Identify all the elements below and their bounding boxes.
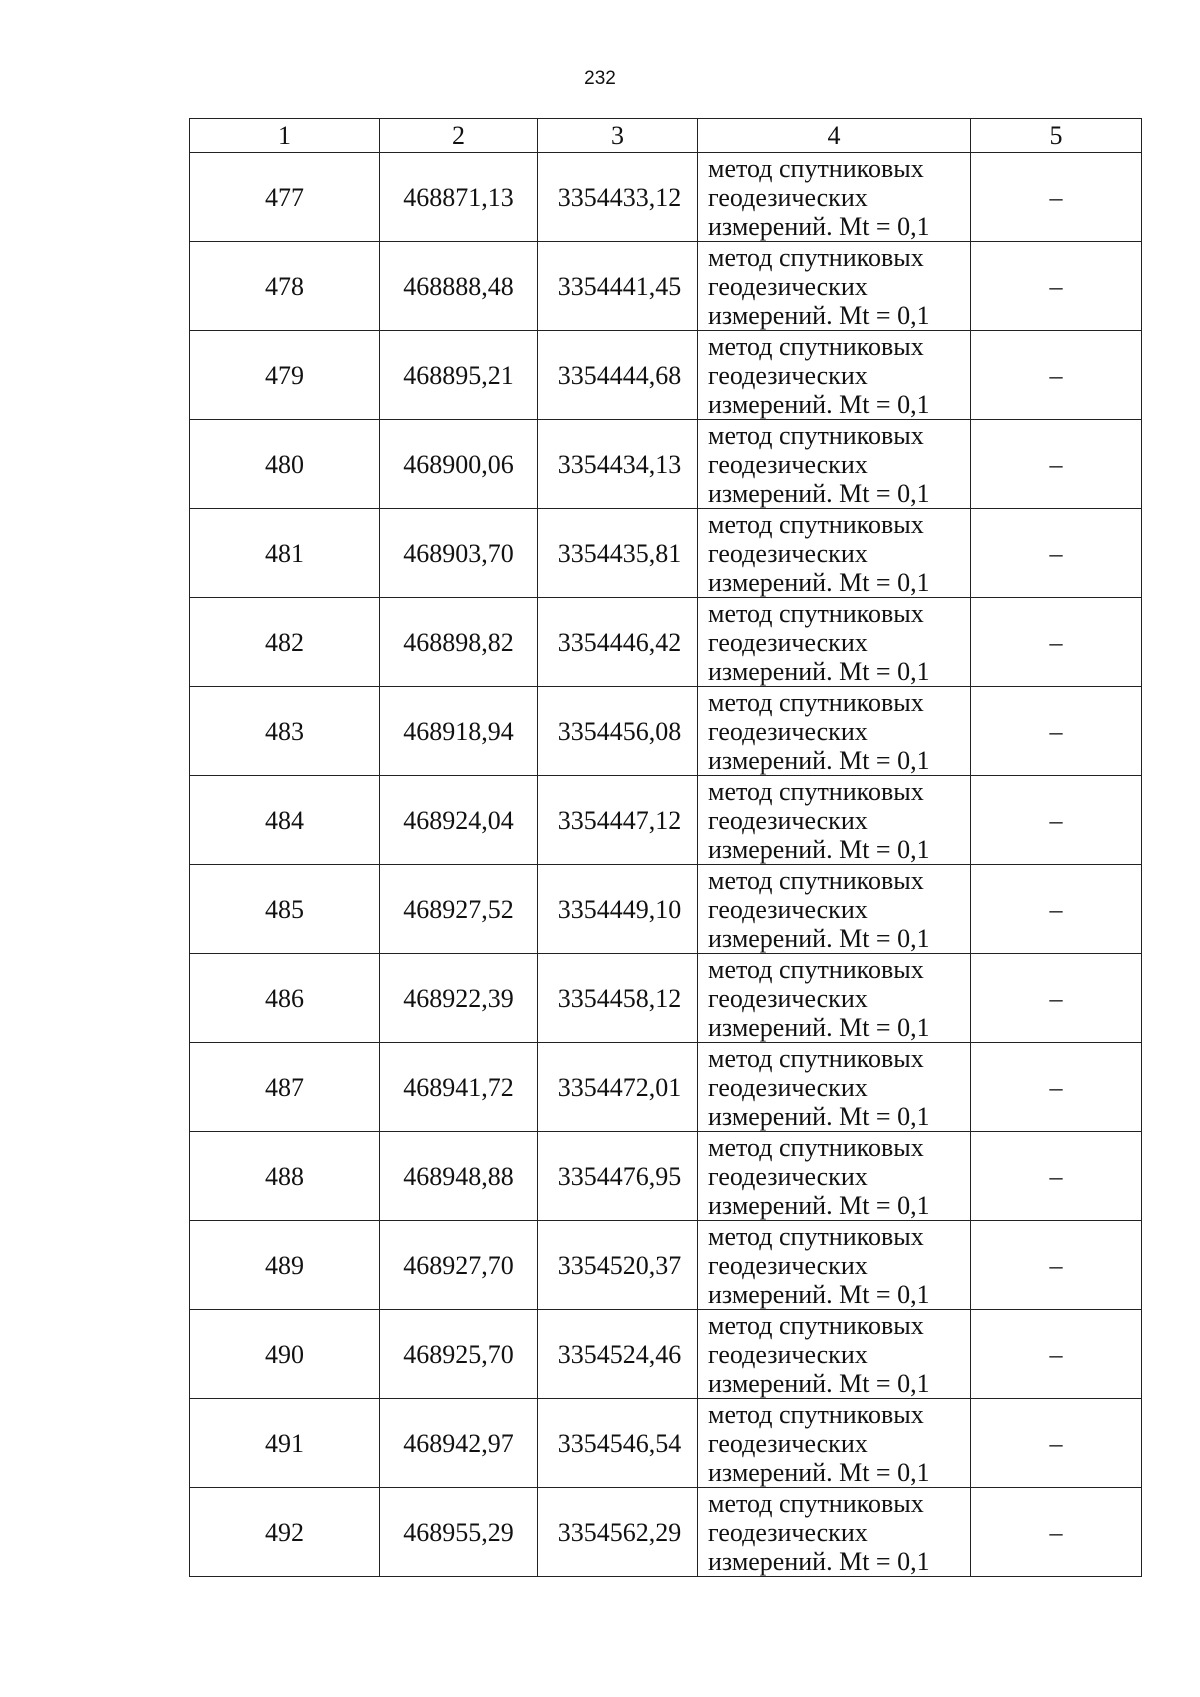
- table-row: [190, 687, 1142, 776]
- point-number-cell: 477: [190, 153, 380, 242]
- point-number-cell: 487: [190, 1043, 380, 1132]
- x-coordinate-cell: 468942,97: [380, 1399, 538, 1488]
- note-cell: –: [971, 776, 1142, 865]
- table-row: [190, 1043, 1142, 1132]
- x-coordinate-cell: 468927,70: [380, 1221, 538, 1310]
- x-coordinate-cell: 468918,94: [380, 687, 538, 776]
- y-coordinate-cell: 3354444,68: [538, 331, 698, 420]
- method-cell: метод спутниковых геодезических измерений. Mt = 0,1: [698, 1399, 971, 1488]
- note-cell: –: [971, 598, 1142, 687]
- note-cell: –: [971, 242, 1142, 331]
- x-coordinate-cell: 468895,21: [380, 331, 538, 420]
- y-coordinate-cell: 3354472,01: [538, 1043, 698, 1132]
- table-row: [190, 1221, 1142, 1310]
- x-coordinate-cell: 468924,04: [380, 776, 538, 865]
- y-coordinate-cell: 3354524,46: [538, 1310, 698, 1399]
- x-coordinate-cell: 468941,72: [380, 1043, 538, 1132]
- y-coordinate-cell: 3354441,45: [538, 242, 698, 331]
- y-coordinate-cell: 3354433,12: [538, 153, 698, 242]
- method-cell: метод спутниковых геодезических измерений. Mt = 0,1: [698, 242, 971, 331]
- point-number-cell: 486: [190, 954, 380, 1043]
- y-coordinate-cell: 3354546,54: [538, 1399, 698, 1488]
- point-number-cell: 492: [190, 1488, 380, 1577]
- table-row: [190, 598, 1142, 687]
- header-col-3: 3: [538, 119, 698, 153]
- table-row: [190, 1488, 1142, 1577]
- x-coordinate-cell: 468898,82: [380, 598, 538, 687]
- method-cell: метод спутниковых геодезических измерений. Mt = 0,1: [698, 1043, 971, 1132]
- x-coordinate-cell: 468927,52: [380, 865, 538, 954]
- point-number-cell: 484: [190, 776, 380, 865]
- method-cell: метод спутниковых геодезических измерений. Mt = 0,1: [698, 687, 971, 776]
- note-cell: –: [971, 1310, 1142, 1399]
- method-cell: метод спутниковых геодезических измерений. Mt = 0,1: [698, 865, 971, 954]
- table-row: [190, 865, 1142, 954]
- coordinates-table: [189, 118, 1142, 1577]
- point-number-cell: 483: [190, 687, 380, 776]
- y-coordinate-cell: 3354446,42: [538, 598, 698, 687]
- table-row: [190, 1399, 1142, 1488]
- table-row: [190, 420, 1142, 509]
- table-row: [190, 153, 1142, 242]
- method-cell: метод спутниковых геодезических измерений. Mt = 0,1: [698, 776, 971, 865]
- y-coordinate-cell: 3354434,13: [538, 420, 698, 509]
- point-number-cell: 491: [190, 1399, 380, 1488]
- method-cell: метод спутниковых геодезических измерений. Mt = 0,1: [698, 1488, 971, 1577]
- table-row: [190, 509, 1142, 598]
- y-coordinate-cell: 3354476,95: [538, 1132, 698, 1221]
- note-cell: –: [971, 954, 1142, 1043]
- note-cell: –: [971, 1399, 1142, 1488]
- header-col-4: 4: [698, 119, 971, 153]
- point-number-cell: 489: [190, 1221, 380, 1310]
- note-cell: –: [971, 1043, 1142, 1132]
- table-row: [190, 776, 1142, 865]
- table-row: [190, 1310, 1142, 1399]
- x-coordinate-cell: 468922,39: [380, 954, 538, 1043]
- note-cell: –: [971, 331, 1142, 420]
- method-cell: метод спутниковых геодезических измерений. Mt = 0,1: [698, 420, 971, 509]
- table-row: [190, 331, 1142, 420]
- x-coordinate-cell: 468903,70: [380, 509, 538, 598]
- table-row: [190, 954, 1142, 1043]
- note-cell: –: [971, 1221, 1142, 1310]
- table-row: [190, 1132, 1142, 1221]
- y-coordinate-cell: 3354435,81: [538, 509, 698, 598]
- x-coordinate-cell: 468925,70: [380, 1310, 538, 1399]
- note-cell: –: [971, 420, 1142, 509]
- method-cell: метод спутниковых геодезических измерений. Mt = 0,1: [698, 1132, 971, 1221]
- page-number: 232: [584, 68, 616, 89]
- y-coordinate-cell: 3354456,08: [538, 687, 698, 776]
- point-number-cell: 481: [190, 509, 380, 598]
- x-coordinate-cell: 468900,06: [380, 420, 538, 509]
- x-coordinate-cell: 468948,88: [380, 1132, 538, 1221]
- method-cell: метод спутниковых геодезических измерений. Mt = 0,1: [698, 1221, 971, 1310]
- note-cell: –: [971, 509, 1142, 598]
- note-cell: –: [971, 687, 1142, 776]
- point-number-cell: 479: [190, 331, 380, 420]
- table-header: [190, 119, 1142, 153]
- note-cell: –: [971, 1488, 1142, 1577]
- method-cell: метод спутниковых геодезических измерений. Mt = 0,1: [698, 1310, 971, 1399]
- method-cell: метод спутниковых геодезических измерений. Mt = 0,1: [698, 509, 971, 598]
- point-number-cell: 485: [190, 865, 380, 954]
- note-cell: –: [971, 1132, 1142, 1221]
- point-number-cell: 478: [190, 242, 380, 331]
- method-cell: метод спутниковых геодезических измерений. Mt = 0,1: [698, 598, 971, 687]
- header-col-5: 5: [971, 119, 1142, 153]
- point-number-cell: 480: [190, 420, 380, 509]
- header-row: [190, 119, 1142, 153]
- point-number-cell: 488: [190, 1132, 380, 1221]
- header-col-2: 2: [380, 119, 538, 153]
- method-cell: метод спутниковых геодезических измерений. Mt = 0,1: [698, 153, 971, 242]
- y-coordinate-cell: 3354458,12: [538, 954, 698, 1043]
- method-cell: метод спутниковых геодезических измерений. Mt = 0,1: [698, 331, 971, 420]
- method-cell: метод спутниковых геодезических измерений. Mt = 0,1: [698, 954, 971, 1043]
- x-coordinate-cell: 468888,48: [380, 242, 538, 331]
- table-body: [190, 153, 1142, 1577]
- y-coordinate-cell: 3354520,37: [538, 1221, 698, 1310]
- point-number-cell: 490: [190, 1310, 380, 1399]
- y-coordinate-cell: 3354447,12: [538, 776, 698, 865]
- header-col-1: 1: [190, 119, 380, 153]
- y-coordinate-cell: 3354562,29: [538, 1488, 698, 1577]
- table-row: [190, 242, 1142, 331]
- y-coordinate-cell: 3354449,10: [538, 865, 698, 954]
- x-coordinate-cell: 468871,13: [380, 153, 538, 242]
- x-coordinate-cell: 468955,29: [380, 1488, 538, 1577]
- note-cell: –: [971, 865, 1142, 954]
- note-cell: –: [971, 153, 1142, 242]
- point-number-cell: 482: [190, 598, 380, 687]
